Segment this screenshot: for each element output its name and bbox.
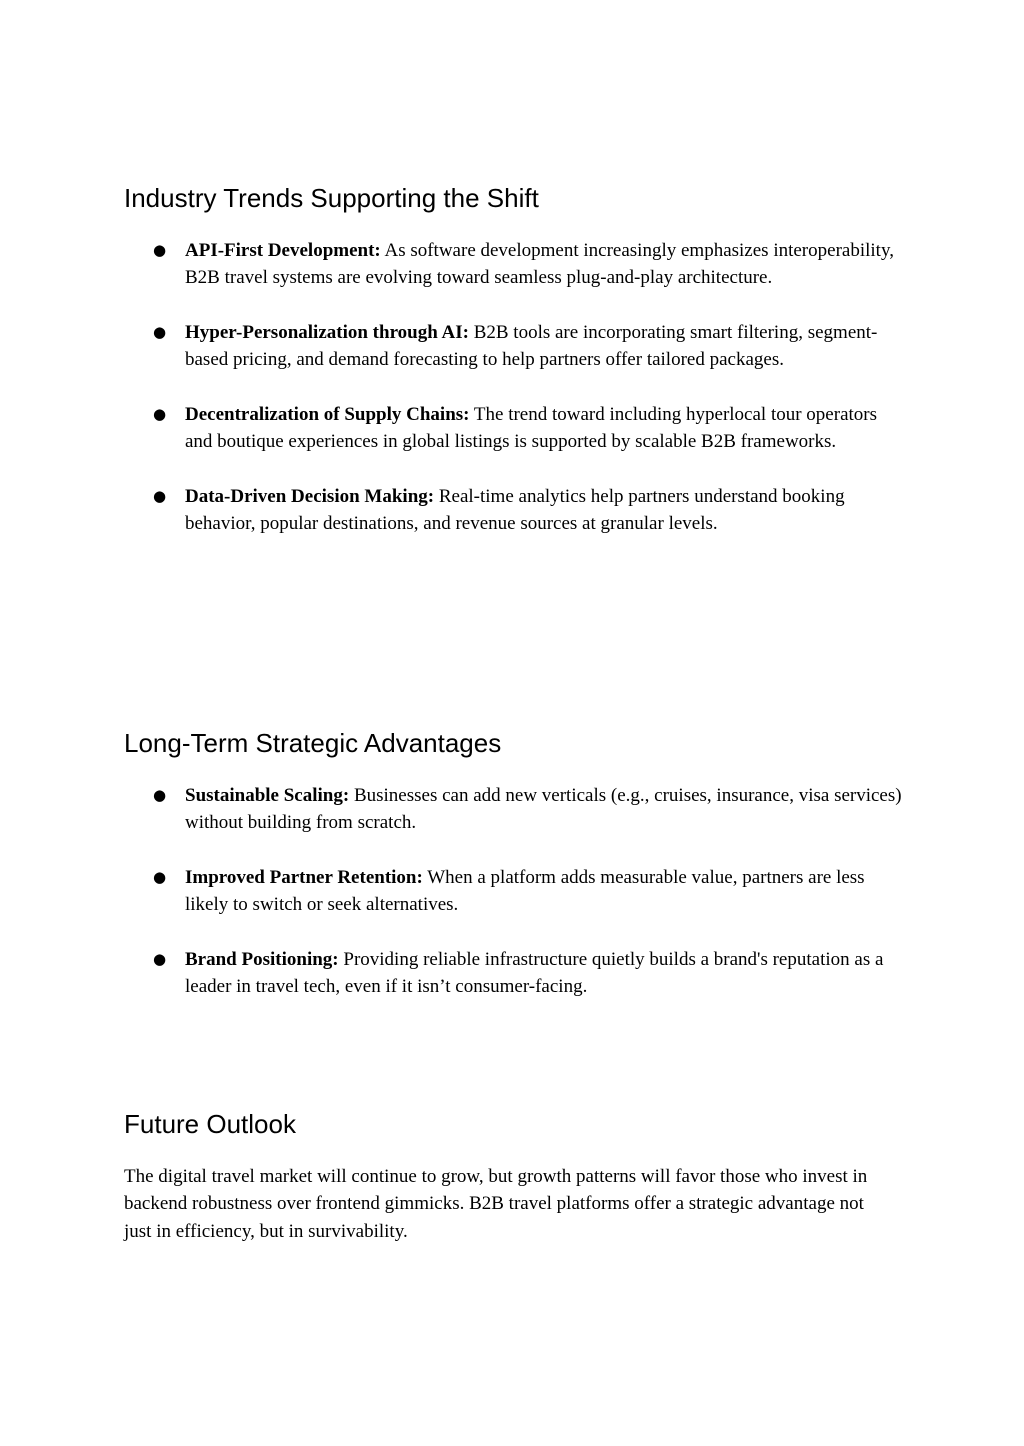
item-text: Businesses can add new verticals (e.g., cruises, insurance, visa services) without building from scratch. <box>185 785 902 834</box>
list-item <box>124 782 905 837</box>
item-text: Providing reliable infrastructure quietly builds a brand's reputation as a leader in travel tech, even if it isn’t consumer-facing. <box>185 948 884 998</box>
item-term: Decentralization of Supply Chains: <box>185 403 470 425</box>
bullet-icon: ● <box>153 867 167 886</box>
section-heading: Industry Trends Supporting the Shift <box>124 183 539 213</box>
item-text: Real-time analytics help partners understand booking behavior, popular destinations, and revenue sources at granular levels. <box>185 485 845 534</box>
section-strategic-advantages <box>124 727 904 1000</box>
section-heading: Long-Term Strategic Advantages <box>124 728 502 758</box>
advantage-list <box>124 782 904 1000</box>
item-term: Data-Driven Decision Making: <box>185 485 435 507</box>
item-text: As software development increasingly emphasizes interoperability, B2B travel systems are evolving toward seamless plug-and-play architecture. <box>185 240 894 289</box>
item-term: Brand Positioning: <box>185 948 339 970</box>
bullet-icon: ● <box>153 241 167 259</box>
item-text: The trend toward including hyperlocal tour operators and boutique experiences in global listings is supported by scalable B2B frameworks. <box>185 403 877 453</box>
item-term: Sustainable Scaling: <box>185 785 350 806</box>
list-item <box>124 483 905 538</box>
section-heading: Future Outlook <box>124 1109 296 1139</box>
item-term: Improved Partner Retention: <box>185 866 423 888</box>
bullet-icon: ● <box>153 322 167 341</box>
list-item <box>124 237 905 292</box>
item-text: B2B tools are incorporating smart filtering, segment-based pricing, and demand forecasting to help partners offer tailored packages. <box>185 321 878 371</box>
section-industry-trends <box>124 182 904 537</box>
item-term: API-First Development: <box>185 240 381 261</box>
section-future-outlook <box>124 1108 904 1245</box>
bullet-icon: ● <box>153 786 167 804</box>
list-item <box>124 946 905 1001</box>
outlook-paragraph: The digital travel market will continue to grow, but growth patterns will favor those who invest in backend robustness over frontend gimmicks. B2B travel platforms offer a strategic advantage not just in efficiency, but in survivability. <box>124 1166 868 1242</box>
list-item <box>124 319 905 374</box>
item-term: Hyper-Personalization through AI: <box>185 321 469 343</box>
list-item <box>124 401 905 456</box>
bullet-icon: ● <box>153 486 167 505</box>
bullet-icon: ● <box>153 404 167 423</box>
trend-list <box>124 237 904 537</box>
bullet-icon: ● <box>153 949 167 968</box>
list-item <box>124 864 905 919</box>
item-text: When a platform adds measurable value, partners are less likely to switch or seek alternatives. <box>185 866 865 916</box>
